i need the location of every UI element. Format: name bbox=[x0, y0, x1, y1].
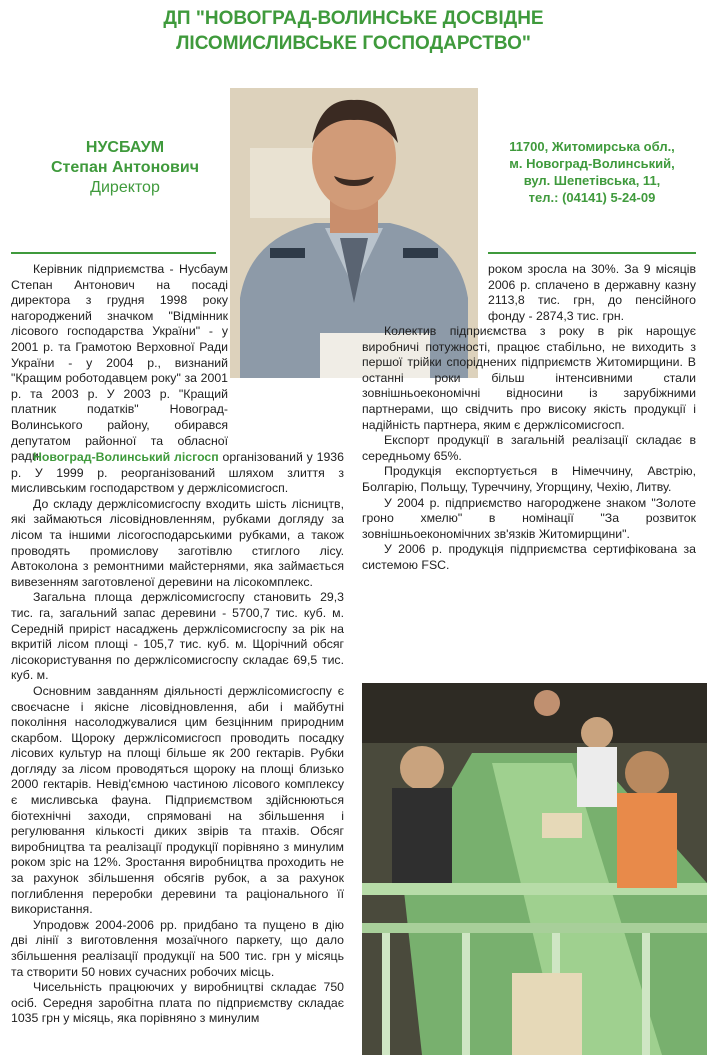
right-column-top bbox=[488, 262, 696, 324]
paragraph-collective: Колектив підприємства з року в рік нарощує виробничі потужності, працює стабільно, не виходить з першої трійки споріднених підприємств Житомирщини. В останні роки більш інтенсивними стали зовнішньоекономічні відносини із зарубіжними партнерами, що свідчить про високу якість продукції і надійність партнера, яким є держлісомисгосп. bbox=[362, 324, 696, 432]
address-line-4: тел.: (04141) 5-24-09 bbox=[528, 190, 656, 205]
address-line-3: вул. Шепетівська, 11, bbox=[523, 173, 661, 188]
right-column-main bbox=[362, 324, 696, 574]
paragraph-structure: До складу держлісомисгоспу входить шість лісництв, які займаються лісовідновленням, рубками догляду за лісом та іншими лісогосподарськими рубками, а також проводять промислову заготівлю стиглого лісу. Автоколона з ремонтними майстернями, яка займається вивезенням заготовленої деревини на лісокомплекс. bbox=[11, 496, 344, 589]
company-name-lead: Новоград-Волинський лісгосп bbox=[33, 450, 219, 464]
factory-workshop-illustration bbox=[362, 683, 707, 1055]
paragraph-fsc: У 2006 р. продукція підприємства сертифікована за системою FSC. bbox=[362, 542, 696, 572]
paragraph-tasks: Основним завданням діяльності держлісомисгоспу є своєчасне і якісне лісовідновлення, аби і майбутні покоління насолоджувалися цим безцінним природним скарбом. Щороку держлісомисгосп проводить посадку лісових культур на площі більше як 200 гектарів. Рубки догляду за лісом проводяться щороку на площі близько 2000 гектарів. Невід'ємною частиною лісового комплексу є мисливська фауна. Підприємством здійснюються біотехнічні заходи, спрямовані на збільшення і регулювання кількості диких звірів та птахів. Обсяг виробництва та реалізації продукції порівняно з минулим роком зріс на 12%. Зростання виробництва проходить не за рахунок збільшення обсягів рубок, а за рахунок поглиблення переробки деревини та раціонального її використання. bbox=[11, 683, 344, 917]
history-text: організований у 1936 р. У 1999 р. реорганізований шляхом злиття з мисливським господарством у держлісомисгосп. bbox=[11, 450, 344, 496]
title-line-1: ДП "НОВОГРАД-ВОЛИНСЬКЕ ДОСВІДНЕ bbox=[163, 8, 544, 29]
factory-photo bbox=[362, 683, 707, 1055]
paragraph-salary-continued: роком зросла на 30%. За 9 місяців 2006 р. сплачено в державну казну 2113,8 тис. грн, до пенсійного фонду - 2874,3 тис. грн. bbox=[488, 262, 696, 323]
address-line-2: м. Новоград-Волинський, bbox=[509, 156, 675, 171]
paragraph-award-2004: У 2004 р. підприємство нагороджене знаком "Золоте гроно хмелю" в номінації "За розвиток зовнішньоекономічних зв'язків Житомирщини". bbox=[362, 495, 696, 541]
left-column-top bbox=[11, 262, 228, 465]
divider-left bbox=[11, 252, 216, 254]
title-line-2: ЛІСОМИСЛИВСЬКЕ ГОСПОДАРСТВО" bbox=[176, 33, 531, 54]
director-given-names: Степан Антонович bbox=[51, 159, 199, 176]
paragraph-parquet: Упродовж 2004-2006 рр. придбано та пущено в дію дві лінії з виготовлення мозаїчного паркету, що дало збільшення реалізації продукції на 500 тис. грн у місяць та створити 50 нових сучасних робочих місць. bbox=[11, 917, 344, 979]
left-column-main bbox=[11, 450, 344, 1027]
address-block bbox=[488, 138, 696, 206]
director-surname: НУСБАУМ bbox=[85, 139, 165, 156]
director-name-block bbox=[40, 138, 210, 198]
paragraph-export-share: Експорт продукції в загальній реалізації складає в середньому 65%. bbox=[362, 433, 696, 463]
paragraph-history bbox=[11, 450, 344, 497]
divider-right bbox=[488, 252, 696, 254]
director-position: Директор bbox=[90, 179, 160, 196]
paragraph-area: Загальна площа держлісомисгоспу становить 29,3 тис. га, загальний запас деревини - 5700,7 тис. куб. м. Середній приріст насаджень держлісомисгоспу за рік на вкритій лісом площі - 105,7 тис. куб. м. Щорічний обсяг лісокористування по держлісомисгоспу складає 69,5 тис. куб. м. bbox=[11, 590, 344, 683]
address-line-1: 11700, Житомирська обл., bbox=[509, 139, 675, 154]
paragraph-employees: Чисельність працюючих у виробництві складає 750 осіб. Середня заробітна плата по підприємству складає 1035 грн у місяць, яка порівняно з минулим bbox=[11, 980, 344, 1026]
page-title bbox=[0, 6, 707, 56]
paragraph-director-awards: Керівник підприємства - Нусбаум Степан Антонович на посаді директора з грудня 1998 року нагороджений значком "Відмінник лісового господарства України" - у 2001 р. та Грамотою Верховної Ради України - у 2004 р., визнаний "Кращим роботодавцем року" за 2001 р. та 2003 р. У 2003 р. "Кращий платник податків" Новоград-Волинського району, обирався депутатом районної та обласної ради. bbox=[11, 262, 228, 464]
paragraph-export-countries: Продукція експортується в Німеччину, Австрію, Болгарію, Польщу, Туреччину, Угорщину, Чехію, Литву. bbox=[362, 464, 696, 494]
